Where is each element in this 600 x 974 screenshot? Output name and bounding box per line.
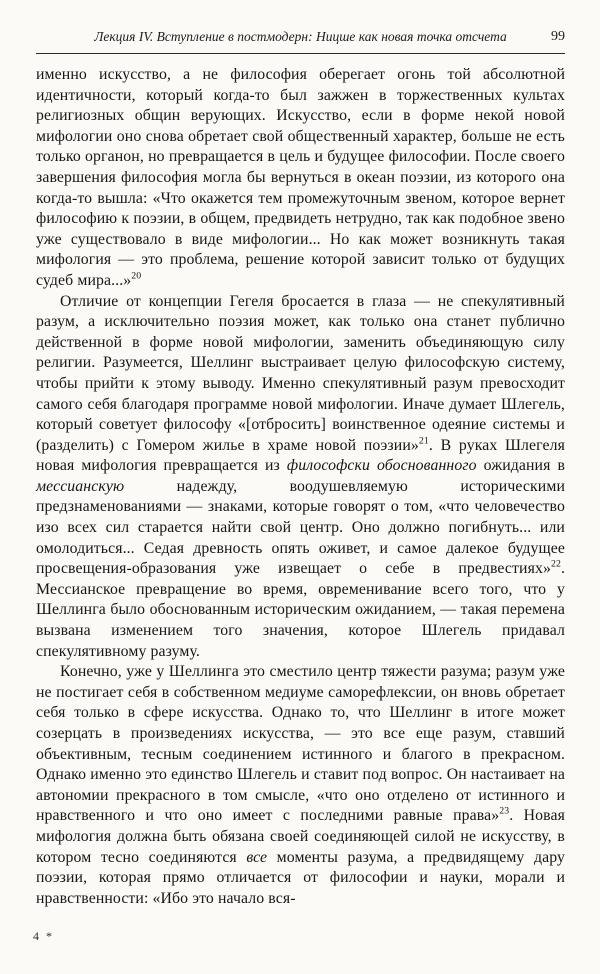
running-head: Лекция IV. Вступление в постмодерн: Ницше как новая точка отсчета	[94, 29, 507, 44]
body-text	[36, 65, 565, 909]
paragraph	[36, 662, 565, 909]
text-run: мессианскую	[36, 477, 125, 495]
text-run: именно искусство, а не философия оберегает огонь той абсолютной идентичности, который когда-то был зажжен в торжественных культах религиозных общин верующих. Искусство, если в форме некой новой мифологии оно снова обретает свой общественный характер, больше не есть только органон, но превращается в цель и будущее философии. После своего завершения философия могла бы вернуться в океан поэзии, из которого она когда-то вышла: «Что окажется тем промежуточным звеном, которое вернет философию к поэзии, в общем, предвидеть нетрудно, так как подобное звено уже существовало в виде мифологии... Но как может возникнуть такая мифология — это проблема, решение которой зависит только от будущих судеб мира...»	[36, 66, 565, 289]
paragraph	[36, 292, 565, 663]
footnote-reference: 21	[418, 435, 429, 447]
footnote-reference: 23	[499, 806, 510, 818]
text-run: надежду, воодушевляемую историческими предзнаменованиями — знаками, которые говорят о том, «что человечество изо всех сил старается найти свой центр. Оно должно погибнуть... или омолодиться... Седая древность опять оживет, и самое далекое будущее просвещения-образования уже извещает о себе в предвестиях»	[36, 477, 565, 578]
text-run: . Новая мифология должна быть обязана своей соединяющей силой не искусству, в котором тесно соединяются	[36, 807, 565, 866]
text-run: Отличие от концепции Гегеля бросается в глаза — не спекулятивный разум, а исключительно поэзия может, как только она станет публично действенной в форме новой мифологии, заменить объединяющую силу религии. Разумеется, Шеллинг выстраивает целую философскую систему, чтобы прийти к этому выводу. Именно спекулятивный разум превосходит самого себя благодаря программе новой мифологии. Иначе думает Шлегель, который советует философу «[отбросить] воинственное одеяние системы и (разделить) с Гомером жилье в храме новой поэзии»	[36, 292, 565, 454]
text-run: ожидания в	[476, 457, 565, 475]
signature-mark: 4 *	[33, 929, 54, 943]
text-run: Конечно, уже у Шеллинга это сместило центр тяжести разума; разум уже не постигает себя в собственном медиуме саморефлексии, он вновь обретает себя только в сфере искусства. Однако то, что Шеллинг в итоге может созерцать в произведениях искусства, — это все еще разум, ставший объективным, тесным соединением истинного и благого в прекрасном. Однако именно это единство Шлегель и ставит под вопрос. Он настаивает на автономии прекрасного в том смысле, «что оно отделено от истинного и нравственного и что оно имеет с последними равные права»	[36, 663, 565, 825]
footnote-reference: 20	[131, 270, 142, 282]
text-run: все	[246, 848, 268, 866]
text-run: моменты разума, а предвидящему дару поэзии, которая прямо отличается от философии и науки, морали и нравственности: «Ибо это начало вся-	[36, 848, 565, 907]
footnote-reference: 22	[550, 558, 561, 570]
page-number: 99	[551, 29, 565, 44]
page-header	[36, 28, 565, 46]
header-rule	[36, 53, 565, 54]
text-run: . В руках Шлегеля новая мифология превращается из	[36, 436, 565, 475]
text-run: философски обоснованного	[286, 457, 477, 475]
text-run: . Мессианское превращение во время, овременивание всего того, что у Шеллинга было обоснованным историческим ожиданием, — такая перемена вызвана изменением того значения, которое Шлегель придавал спекулятивному разуму.	[36, 560, 565, 660]
paragraph	[36, 65, 565, 292]
